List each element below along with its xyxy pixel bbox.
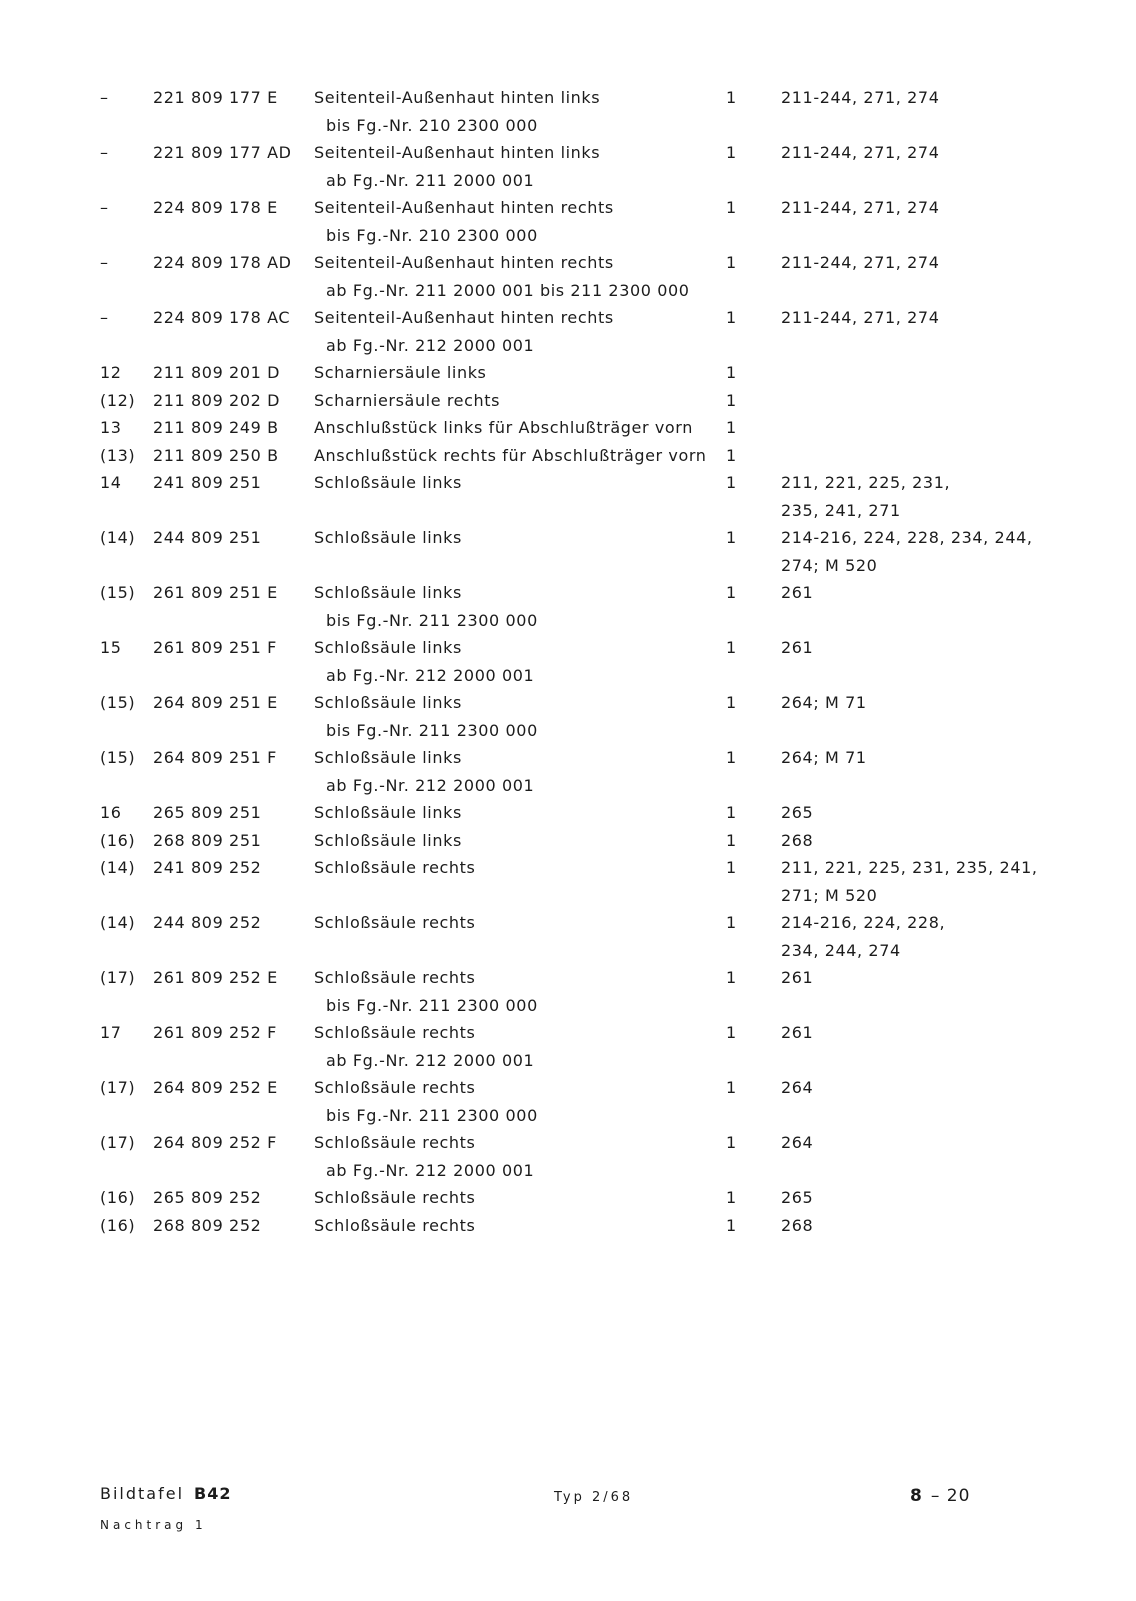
- quantity: 1: [726, 253, 737, 272]
- model-applicability: [781, 88, 1041, 116]
- quantity: 1: [726, 968, 737, 987]
- quantity: 1: [726, 693, 737, 712]
- part-description: Schloßsäule links: [314, 528, 462, 547]
- part-description: Schloßsäule rechts: [314, 1078, 476, 1097]
- type-label: Typ 2/68: [554, 1490, 634, 1505]
- model-applicability: [781, 831, 1041, 859]
- model-applicability: [781, 913, 1041, 969]
- model-applicability: [781, 253, 1041, 281]
- quantity: 1: [726, 198, 737, 217]
- part-number: 261 809 251 E: [153, 583, 278, 602]
- quantity: 1: [726, 913, 737, 932]
- position-number: (16): [100, 1215, 136, 1235]
- quantity: 1: [726, 830, 737, 850]
- position-number: (14): [100, 528, 136, 547]
- plate-code: B42: [194, 1484, 232, 1503]
- chassis-range-note: ab Fg.-Nr. 212 2000 001: [326, 666, 535, 685]
- position-number: –: [100, 308, 109, 327]
- part-number: 261 809 251 F: [153, 638, 277, 657]
- quantity: 1: [726, 638, 737, 657]
- position-number: 17: [100, 1023, 122, 1042]
- quantity: 1: [726, 308, 737, 327]
- model-applicability: [781, 638, 1041, 666]
- page-separator: –: [930, 1486, 941, 1506]
- quantity: 1: [726, 418, 737, 437]
- part-description: Seitenteil-Außenhaut hinten links: [314, 143, 601, 162]
- part-number: 221 809 177 E: [153, 88, 278, 107]
- part-number: 265 809 251: [153, 803, 262, 822]
- position-number: –: [100, 198, 109, 217]
- part-description: Schloßsäule rechts: [314, 1133, 476, 1152]
- part-number: 261 809 252 E: [153, 968, 278, 987]
- chassis-range-note: bis Fg.-Nr. 211 2300 000: [326, 611, 538, 630]
- part-description: Schloßsäule links: [314, 638, 462, 657]
- plate-reference: [100, 1484, 232, 1503]
- part-number: 224 809 178 AC: [153, 308, 291, 327]
- position-number: 13: [100, 418, 122, 437]
- model-applicability: [781, 198, 1041, 226]
- page-number: [910, 1486, 970, 1506]
- part-description: Schloßsäule rechts: [314, 1023, 476, 1042]
- part-number: 211 809 201 D: [153, 363, 280, 382]
- part-number: 261 809 252 F: [153, 1023, 277, 1042]
- model-line: 211-244, 271, 274: [781, 253, 940, 272]
- position-number: 14: [100, 473, 122, 492]
- model-applicability: [781, 528, 1041, 584]
- page-number-value: 20: [946, 1486, 971, 1506]
- position-number: (14): [100, 913, 136, 932]
- part-description: Scharniersäule rechts: [314, 390, 501, 410]
- part-description: Seitenteil-Außenhaut hinten rechts: [314, 198, 614, 217]
- quantity: 1: [726, 1188, 737, 1207]
- position-number: –: [100, 253, 109, 272]
- part-description: Schloßsäule rechts: [314, 858, 476, 877]
- part-number: 241 809 251: [153, 473, 262, 492]
- model-applicability: [781, 143, 1041, 171]
- model-applicability: [781, 1188, 1041, 1216]
- model-applicability: [781, 308, 1041, 336]
- plate-label: Bildtafel: [100, 1484, 185, 1503]
- position-number: 16: [100, 803, 122, 822]
- model-line: 264: [781, 1133, 814, 1152]
- chassis-range-note: ab Fg.-Nr. 212 2000 001: [326, 776, 535, 795]
- chassis-range-note: ab Fg.-Nr. 211 2000 001: [326, 171, 535, 190]
- quantity: 1: [726, 1215, 737, 1235]
- chassis-range-note: bis Fg.-Nr. 210 2300 000: [326, 226, 538, 245]
- model-applicability: [781, 858, 1041, 914]
- model-line: 271; M 520: [781, 886, 878, 905]
- chassis-range-note: bis Fg.-Nr. 210 2300 000: [326, 116, 538, 135]
- part-description: Schloßsäule links: [314, 748, 462, 767]
- part-number: 264 809 252 F: [153, 1133, 277, 1152]
- position-number: (15): [100, 583, 136, 602]
- part-number: 241 809 252: [153, 858, 262, 877]
- part-description: Schloßsäule rechts: [314, 968, 476, 987]
- part-number: 264 809 251 E: [153, 693, 278, 712]
- chassis-range-note: bis Fg.-Nr. 211 2300 000: [326, 721, 538, 740]
- part-number: 224 809 178 AD: [153, 253, 292, 272]
- part-number: 211 809 202 D: [153, 390, 280, 410]
- position-number: (15): [100, 693, 136, 712]
- part-number: 211 809 250 B: [153, 445, 279, 465]
- chassis-range-note: ab Fg.-Nr. 212 2000 001: [326, 1051, 535, 1070]
- model-line: 235, 241, 271: [781, 501, 901, 520]
- model-applicability: [781, 803, 1041, 831]
- position-number: (14): [100, 858, 136, 877]
- supplement-label: Nachtrag 1: [100, 1518, 207, 1532]
- part-description: Schloßsäule links: [314, 583, 462, 602]
- part-number: 264 809 252 E: [153, 1078, 278, 1097]
- part-number: 244 809 251: [153, 528, 262, 547]
- part-description: Seitenteil-Außenhaut hinten links: [314, 88, 601, 107]
- model-line: 211, 221, 225, 231,: [781, 473, 951, 492]
- model-line: 261: [781, 638, 814, 657]
- model-applicability: [781, 473, 1041, 529]
- quantity: 1: [726, 473, 737, 492]
- quantity: 1: [726, 445, 737, 465]
- part-description: Anschlußstück links für Abschlußträger vorn: [314, 418, 693, 437]
- position-number: (17): [100, 1078, 136, 1097]
- model-applicability: [781, 1133, 1041, 1161]
- model-line: 211-244, 271, 274: [781, 143, 940, 162]
- position-number: (13): [100, 445, 136, 465]
- model-line: 211-244, 271, 274: [781, 88, 940, 107]
- model-applicability: [781, 1078, 1041, 1106]
- model-line: 264; M 71: [781, 693, 867, 712]
- quantity: 1: [726, 390, 737, 410]
- chassis-range-note: ab Fg.-Nr. 212 2000 001: [326, 1161, 535, 1180]
- part-description: Schloßsäule rechts: [314, 1215, 476, 1235]
- model-line: 214-216, 224, 228, 234, 244,: [781, 528, 1033, 547]
- part-description: Anschlußstück rechts für Abschlußträger vorn: [314, 445, 707, 465]
- chassis-range-note: ab Fg.-Nr. 212 2000 001: [326, 336, 535, 355]
- position-number: (17): [100, 1133, 136, 1152]
- position-number: 12: [100, 363, 122, 382]
- model-line: 265: [781, 1188, 814, 1207]
- model-line: 211-244, 271, 274: [781, 308, 940, 327]
- quantity: 1: [726, 1023, 737, 1042]
- page-section: 8: [910, 1486, 923, 1506]
- model-line: 261: [781, 583, 814, 602]
- part-description: Scharniersäule links: [314, 363, 487, 382]
- position-number: (15): [100, 748, 136, 767]
- part-description: Schloßsäule links: [314, 473, 462, 492]
- quantity: 1: [726, 748, 737, 767]
- part-number: 265 809 252: [153, 1188, 262, 1207]
- model-line: 264; M 71: [781, 748, 867, 767]
- position-number: –: [100, 143, 109, 162]
- chassis-range-note: bis Fg.-Nr. 211 2300 000: [326, 996, 538, 1015]
- quantity: 1: [726, 803, 737, 822]
- part-description: Schloßsäule rechts: [314, 913, 476, 932]
- position-number: –: [100, 88, 109, 107]
- quantity: 1: [726, 583, 737, 602]
- quantity: 1: [726, 1078, 737, 1097]
- model-line: 261: [781, 968, 814, 987]
- model-applicability: [781, 1023, 1041, 1051]
- part-number: 268 809 252: [153, 1215, 262, 1235]
- part-description: Schloßsäule links: [314, 693, 462, 712]
- chassis-range-note: bis Fg.-Nr. 211 2300 000: [326, 1106, 538, 1125]
- position-number: (16): [100, 830, 136, 850]
- part-description: Seitenteil-Außenhaut hinten rechts: [314, 308, 614, 327]
- quantity: 1: [726, 363, 737, 382]
- model-applicability: [781, 748, 1041, 776]
- part-number: 224 809 178 E: [153, 198, 278, 217]
- chassis-range-note: ab Fg.-Nr. 211 2000 001 bis 211 2300 000: [326, 281, 690, 300]
- part-description: Seitenteil-Außenhaut hinten rechts: [314, 253, 614, 272]
- model-line: 268: [781, 1215, 814, 1235]
- quantity: 1: [726, 858, 737, 877]
- part-number: 244 809 252: [153, 913, 262, 932]
- model-line: 234, 244, 274: [781, 941, 901, 960]
- position-number: (17): [100, 968, 136, 987]
- model-line: 265: [781, 803, 814, 822]
- model-applicability: [781, 693, 1041, 721]
- quantity: 1: [726, 88, 737, 107]
- model-line: 214-216, 224, 228,: [781, 913, 946, 932]
- model-line: 211-244, 271, 274: [781, 198, 940, 217]
- model-line: 268: [781, 830, 814, 850]
- position-number: (12): [100, 390, 136, 410]
- part-number: 268 809 251: [153, 830, 262, 850]
- part-number: 264 809 251 F: [153, 748, 277, 767]
- position-number: (16): [100, 1188, 136, 1207]
- model-applicability: [781, 1216, 1041, 1244]
- part-description: Schloßsäule rechts: [314, 1188, 476, 1207]
- model-line: 261: [781, 1023, 814, 1042]
- model-line: 211, 221, 225, 231, 235, 241,: [781, 858, 1038, 877]
- part-description: Schloßsäule links: [314, 830, 462, 850]
- model-applicability: [781, 583, 1041, 611]
- position-number: 15: [100, 638, 122, 657]
- part-number: 221 809 177 AD: [153, 143, 292, 162]
- model-line: 264: [781, 1078, 814, 1097]
- model-applicability: [781, 968, 1041, 996]
- quantity: 1: [726, 528, 737, 547]
- model-line: 274; M 520: [781, 556, 878, 575]
- part-number: 211 809 249 B: [153, 418, 279, 437]
- quantity: 1: [726, 143, 737, 162]
- part-description: Schloßsäule links: [314, 803, 462, 822]
- quantity: 1: [726, 1133, 737, 1152]
